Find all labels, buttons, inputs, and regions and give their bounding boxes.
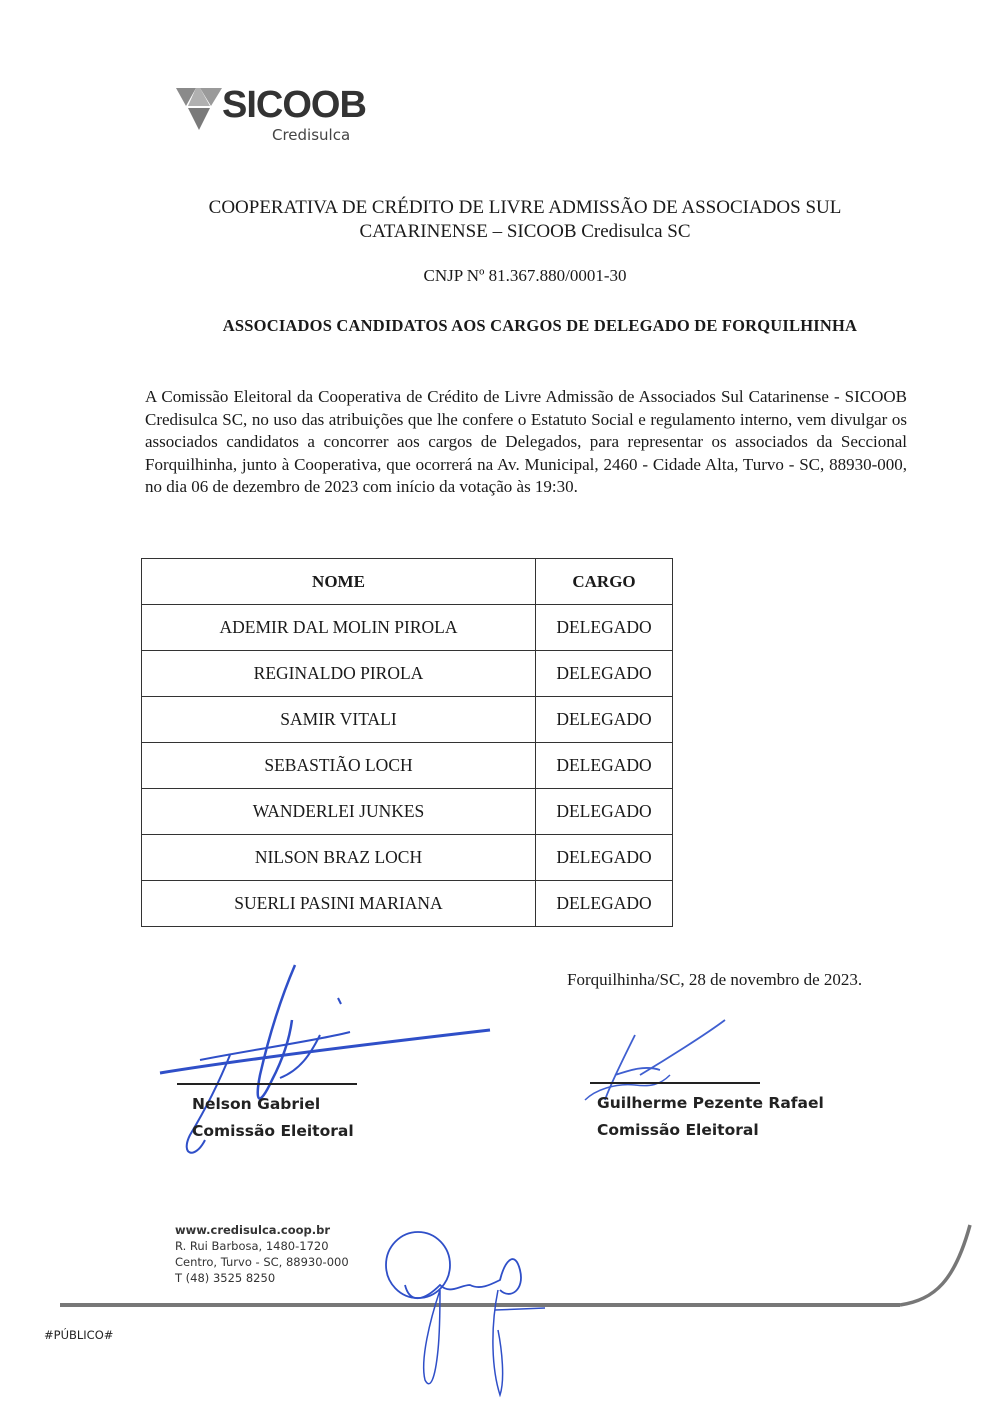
cnpj: CNJP Nº 81.367.880/0001-30 <box>423 266 627 285</box>
footer-website: www.credisulca.coop.br <box>175 1223 331 1237</box>
footer-phone: T (48) 3525 8250 <box>175 1271 276 1285</box>
candidate-name: SUERLI PASINI MARIANA <box>142 881 536 927</box>
candidate-role: DELEGADO <box>536 789 673 835</box>
signatory-2-name: Guilherme Pezente Rafael <box>597 1094 824 1112</box>
candidate-role: DELEGADO <box>536 605 673 651</box>
table-row <box>142 881 673 927</box>
candidate-role: DELEGADO <box>536 651 673 697</box>
candidate-name: NILSON BRAZ LOCH <box>142 835 536 881</box>
logo-brand: SICOOB <box>222 84 366 126</box>
signature-line-1 <box>177 1083 357 1085</box>
signatory-1-role: Comissão Eleitoral <box>192 1122 354 1140</box>
column-header-cargo: CARGO <box>536 559 673 605</box>
initials-ink-icon <box>380 1230 570 1410</box>
candidate-role: DELEGADO <box>536 743 673 789</box>
announcement-paragraph: A Comissão Eleitoral da Cooperativa de Crédito de Livre Admissão de Associados Sul Catarinense - SICOOB Credisulca SC, no uso das atribuições que lhe confere o Estatuto Social e regulamento interno, vem divulgar os associados candidatos a concorrer aos cargos de Delegados, para representar os associados da Seccional Forquilhinha, junto à Cooperativa, que ocorrerá na Av. Municipal, 2460 - Cidade Alta, Turvo - SC, 88930-000, no dia 06 de dezembro de 2023 com início da votação às 19:30. <box>145 387 907 496</box>
candidate-role: DELEGADO <box>536 835 673 881</box>
table-row <box>142 789 673 835</box>
candidate-role: DELEGADO <box>536 697 673 743</box>
candidate-name: WANDERLEI JUNKES <box>142 789 536 835</box>
sicoob-logo <box>176 86 376 150</box>
place-and-date: Forquilhinha/SC, 28 de novembro de 2023. <box>567 970 863 989</box>
signatory-1 <box>192 1091 354 1145</box>
candidate-name: SEBASTIÃO LOCH <box>142 743 536 789</box>
logo-subtitle: Credisulca <box>272 126 351 144</box>
candidates-table <box>141 558 673 927</box>
table-header-row <box>142 559 673 605</box>
organization-name <box>150 196 900 244</box>
table-row <box>142 743 673 789</box>
table-row <box>142 697 673 743</box>
sicoob-logo-mark-icon <box>176 88 222 130</box>
candidate-name: ADEMIR DAL MOLIN PIROLA <box>142 605 536 651</box>
column-header-nome: NOME <box>142 559 536 605</box>
footer-rule-curve-icon <box>895 1220 975 1310</box>
table-row <box>142 605 673 651</box>
footer-contact <box>175 1222 349 1286</box>
signature-line-2 <box>590 1082 760 1084</box>
signatory-2 <box>597 1090 824 1144</box>
candidate-name: REGINALDO PIROLA <box>142 651 536 697</box>
classification-label: #PÚBLICO# <box>44 1328 114 1342</box>
signatory-1-name: Nelson Gabriel <box>192 1095 321 1113</box>
footer-address-line-2: Centro, Turvo - SC, 88930-000 <box>175 1255 349 1269</box>
candidate-name: SAMIR VITALI <box>142 697 536 743</box>
org-line-1: COOPERATIVA DE CRÉDITO DE LIVRE ADMISSÃO DE ASSOCIADOS SUL <box>208 197 842 218</box>
footer-address-line-1: R. Rui Barbosa, 1480-1720 <box>175 1239 329 1253</box>
table-row <box>142 651 673 697</box>
signatory-2-role: Comissão Eleitoral <box>597 1121 759 1139</box>
org-line-2: CATARINENSE – SICOOB Credisulca SC <box>359 221 691 242</box>
table-row <box>142 835 673 881</box>
candidate-role: DELEGADO <box>536 881 673 927</box>
document-title: ASSOCIADOS CANDIDATOS AOS CARGOS DE DELEGADO DE FORQUILHINHA <box>222 316 858 335</box>
